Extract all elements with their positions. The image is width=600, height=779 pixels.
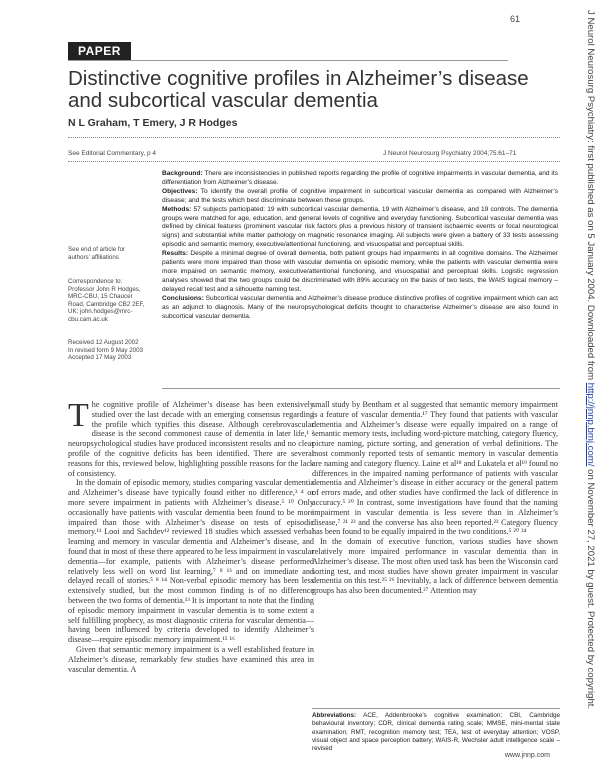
- background-label: Background:: [162, 170, 203, 177]
- paragraph-text: he cognitive profile of Alzheimer’s disease has been extensively studied over the last decade with an emerging consensus regarding the profile which typifies this disease. Although cerebrovascular disease is the second commonest cause of dementia in later life,¹ ² neuropsychological studies have produced inconsistent results and no clear profile of the cognitive deficits has been identified. There are several reasons for this, reviewed below, highlighting possible reasons for the lack of consistency.: [68, 400, 314, 478]
- section-badge: PAPER: [68, 42, 131, 60]
- editorial-note: See Editorial Commentary, p 4: [68, 150, 157, 157]
- download-notice: [582, 10, 596, 730]
- journal-citation: J Neurol Neurosurg Psychiatry 2004;75:61–71: [383, 150, 517, 157]
- objectives-label: Objectives:: [162, 187, 198, 195]
- top-rule: [68, 60, 508, 61]
- abstract-methods: [162, 206, 558, 251]
- objectives-text: To identify the overall profile of cognitive impairment in subcortical vascular dementia as compared with Alzheimer’s disease; and the tests which best discriminate between these groups.: [162, 187, 558, 204]
- correspondence-body: Professor John R Hodges, MRC-CBU, 15 Chaucer Road, Cambridge CB2 2EF, UK; john.hodges@mrc-cbu.cam.ac.uk: [68, 285, 145, 323]
- footer-url: www.jnnp.com: [504, 752, 550, 759]
- abstract-results: [162, 250, 558, 295]
- dotted-divider: [68, 137, 560, 138]
- abstract-conclusions: [162, 295, 558, 322]
- dates-note: [68, 339, 148, 362]
- body-column-left: [68, 397, 314, 674]
- correspondence-note: [68, 278, 148, 324]
- abbreviations-box: [312, 708, 560, 753]
- page-number: 61: [509, 14, 520, 24]
- results-text: Despite a minimal degree of overall dementia, both patient groups had impairments in all cognitive domains. The Alzheimer patients were more impaired than those with vascular dementia on episodic memory, while the patients with vascular dementia were more impaired on semantic memory, executive/attentional functioning, and visuospatial and perceptual skills. Logistic regression analyses showed that the two groups could be discriminated with 89% accuracy on the basis of two tests, the WAIS logical memory – delayed recall test and a silhouette naming test.: [162, 250, 558, 293]
- body-paragraph: In the domain of episodic memory, studies comparing vascular dementia and Alzheimer’s disease have typically found either no difference,³ ⁴ or more severe impairment in patients with Alzheimer’s disease.⁵ ¹⁰ Only occasionally have patients with vascular dementia been found to be more impaired than those with Alzheimer’s disease on tests of episodic memory.¹¹ Looi and Sachdev¹² reviewed 18 studies which assessed verbal learning and memory in vascular dementia and Alzheimer’s disease, and found that in most of these there appeared to be less impairment in vascular dementia—for example, patients with Alzheimer’s disease performed relatively less well on word list learning,⁷ ⁸ ¹³ and on immediate and delayed recall of stories.⁵ ⁸ ¹⁴ Non-verbal episodic memory has been less extensively studied, but the most common finding is of no difference between the two forms of dementia.¹³ It is important to note that the finding of episodic memory impairment in vascular dementia is to some extent a self fulfilling prophecy, as most diagnostic criteria for vascular dementia—having been influenced by criteria developed to identify Alzheimer’s disease—require episodic memory impairment.¹⁵ ¹⁶: [68, 478, 314, 645]
- accepted-date: Accepted 17 May 2003: [68, 354, 132, 362]
- body-column-right: [312, 400, 558, 596]
- body-paragraph: [68, 397, 314, 478]
- notice-prefix: J Neurol Neurosurg Psychiatry: first published as on 5 January 2004. Downloaded from: [585, 10, 596, 383]
- body-paragraph: small study by Bentham et al suggested that semantic memory impairment is a feature of vascular dementia.¹⁷ They found that patients with vascular dementia and Alzheimer’s disease were equally impaired on a range of semantic memory tests, including word-picture matching, category fluency, picture naming, picture sorting, and generation of verbal definitions. The most commonly reported tests of semantic memory in vascular dementia are naming and category fluency. Laine et al¹⁸ and Lukatela et al¹⁹ found no differences in the impaired naming performance of patients with vascular dementia and Alzheimer’s disease in either accuracy or the general pattern of errors made, and other studies have confirmed the lack of difference in accuracy.⁵ ²⁰ In contrast, some investigations have found that the naming impairment in vascular dementia is less severe than in Alzheimer’s disease,⁷ ²¹ ²² and the converse has also been reported.²³ Category fluency has been found to be equally impaired in the two conditions.⁵ ²⁰ ²⁴: [312, 400, 558, 537]
- article-title: Distinctive cognitive profiles in Alzheimer’s disease and subcortical vascular dementia: [68, 67, 529, 112]
- body-paragraph: In the domain of executive function, various studies have shown relatively more impaired performance in vascular dementia than in Alzheimer’s disease. The most often used task has been the Wisconsin card sorting test, and most studies have shown greater impairment in vascular dementia on this test.²⁵ ²⁶ Inevitably, a lack of difference between dementia groups has also been documented.²⁷ Attention may: [312, 537, 558, 596]
- notice-suffix: on November 27, 2021 by guest. Protected by copyright.: [585, 466, 596, 710]
- authors: N L Graham, T Emery, J R Hodges: [68, 117, 238, 129]
- journal-link[interactable]: http://jnnp.bmj.com/: [585, 382, 596, 467]
- body-paragraph: Given that semantic memory impairment is a well established feature in Alzheimer’s disease, remarkably few studies have examined this area in vascular dementia. A: [68, 644, 314, 674]
- abstract: [162, 170, 558, 321]
- affiliations-note: See end of article for authors’ affiliations: [68, 246, 126, 261]
- drop-cap: T: [68, 397, 89, 434]
- methods-label: Methods:: [162, 205, 192, 213]
- dotted-divider: [68, 161, 560, 162]
- background-text: There are inconsistencies in published reports regarding the profile of cognitive impairments in vascular dementia, and its differentiation from Alzheimer’s disease.: [162, 170, 558, 186]
- abbreviations-label: Abbreviations:: [312, 712, 357, 719]
- methods-text: 57 subjects participated: 19 with subcortical vascular dementia, 19 with Alzheimer’s disease, and 19 controls. The dementia groups were matched for age, education, and general levels of cognitive and everyday functioning. Subcortical vascular dementia was defined by clinical features (prominent vascular risk factors plus a previous history of transient ischaemic events or focal neurological signs) and substantial white matter pathology on magnetic resonance imaging. All subjects were given a battery of 33 tests assessing episodic and semantic memory, executive/attentional functioning, and visuospatial and perceptual skills.: [162, 205, 558, 249]
- conclusions-text: Subcortical vascular dementia and Alzheimer’s disease produce distinctive profiles of cognitive impairment which can act as an adjunct to diagnosis. Many of the neuropsychological deficits thought to characterise Alzheimer’s disease are also found in subcortical vascular dementia.: [162, 294, 558, 320]
- correspondence-label: Correspondence to:: [68, 278, 123, 285]
- abstract-background: [162, 170, 558, 188]
- abbreviations-text: ACE, Addenbrooke’s cognitive examination; CBI, Cambridge behavioural inventory; CDR, clinical dementia rating scale; MMSE, mini-mental state examination; RMT, recognition memory test; TEA, test of everyday attention; VOSP, visual object and space perception battery; WAIS-R, Wechsler adult intelligence scale – revised: [312, 712, 561, 753]
- received-date: Received 12 August 2002: [68, 339, 139, 346]
- conclusions-label: Conclusions:: [162, 294, 204, 302]
- abstract-objectives: [162, 188, 558, 206]
- abstract-rule: [162, 388, 560, 389]
- results-label: Results:: [162, 250, 189, 258]
- revised-date: In revised form 9 May 2003: [68, 346, 143, 354]
- download-notice-text: [585, 10, 596, 709]
